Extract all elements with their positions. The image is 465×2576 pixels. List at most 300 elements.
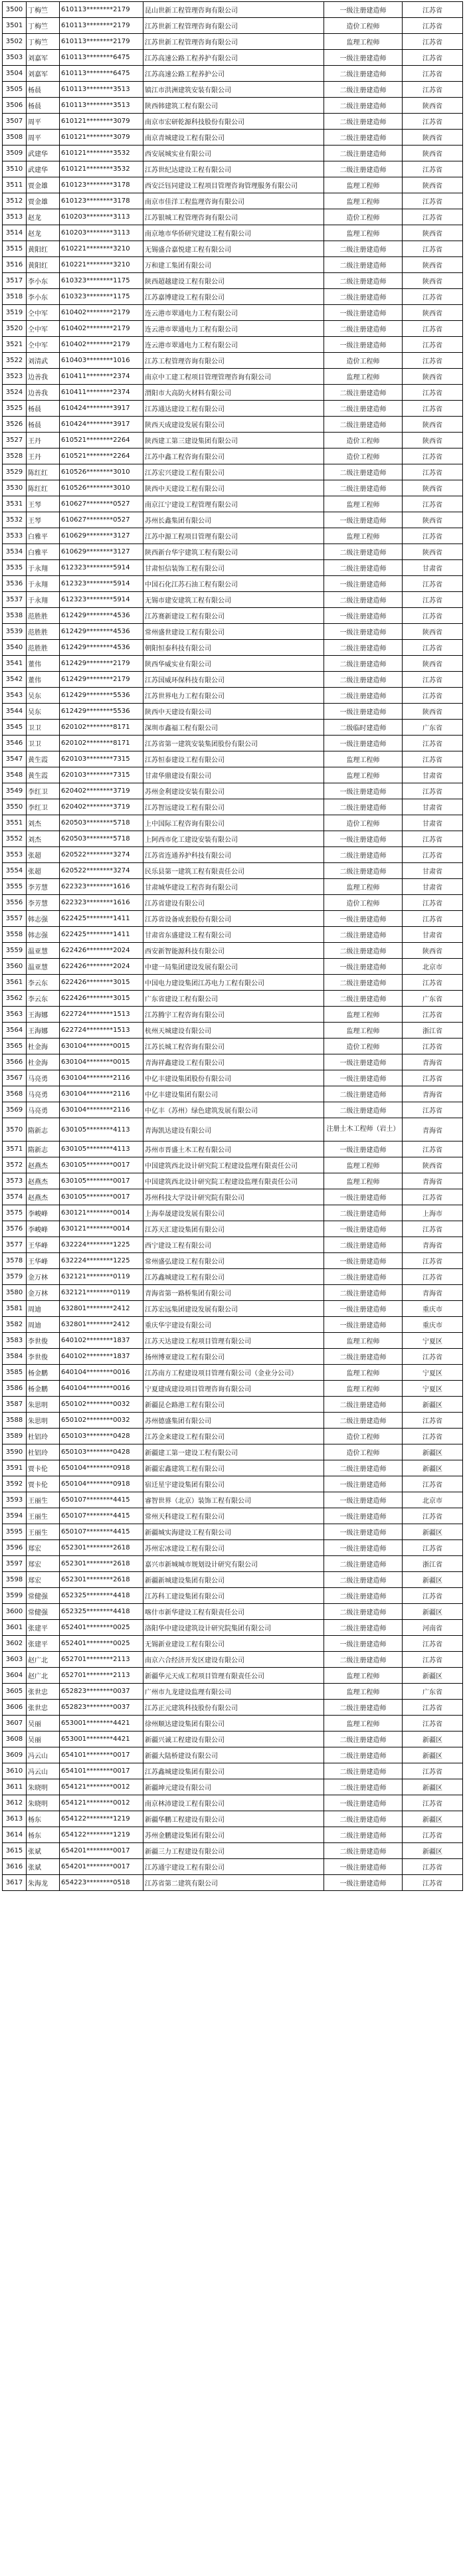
province: 甘肃省 <box>403 815 463 831</box>
company-name: 江苏中源工程项目管理有限公司 <box>143 528 324 544</box>
person-name: 武建华 <box>27 146 60 161</box>
company-name: 南京中工建工程项目管理管理咨询有限公司 <box>143 369 324 385</box>
person-name: 仝中军 <box>27 337 60 353</box>
person-name: 隋新志 <box>27 1118 60 1141</box>
row-number: 3538 <box>3 608 27 624</box>
certificate-type: 二级注册建造师 <box>324 1652 403 1668</box>
province: 江苏省 <box>403 289 463 305</box>
id-number: 622323********1616 <box>60 895 143 911</box>
id-number: 630105********0017 <box>60 1157 143 1173</box>
id-number: 654201********0017 <box>60 1843 143 1859</box>
company-name: 朝阳恒泰科技有限公司 <box>143 640 324 656</box>
certificate-type: 二级注册建造师 <box>324 480 403 496</box>
company-name: 无锡盛合嘉悦建工程有限公司 <box>143 241 324 257</box>
company-name: 江苏宏远集团建设发展有限公司 <box>143 1301 324 1317</box>
province: 陕西省 <box>403 98 463 114</box>
company-name: 南京六合经济开发区建设有限公司 <box>143 1652 324 1668</box>
company-name: 常州天科建设工程有限公司 <box>143 1508 324 1524</box>
id-number: 620102********8171 <box>60 720 143 736</box>
id-number: 652401********0025 <box>60 1620 143 1636</box>
id-number: 622426********3015 <box>60 975 143 991</box>
company-name: 青海省第一路桥集团有限公司 <box>143 1285 324 1301</box>
row-number: 3576 <box>3 1221 27 1237</box>
table-row <box>3 321 463 337</box>
certificate-type: 二级注册建造师 <box>324 321 403 337</box>
company-name: 甘肃城华建设工程咨询有限公司 <box>143 879 324 895</box>
company-name: 苏州长鑫集团有限公司 <box>143 512 324 528</box>
table-row <box>3 1102 463 1118</box>
row-number: 3521 <box>3 337 27 353</box>
company-name: 广州市九龙建设监理有限公司 <box>143 1684 324 1700</box>
company-name: 新疆华鹏工程建设有限公司 <box>143 1811 324 1827</box>
table-row <box>3 161 463 177</box>
id-number: 630105********0017 <box>60 1173 143 1189</box>
person-name: 常健强 <box>27 1604 60 1620</box>
company-name: 南京江宁建设工程管理有限公司 <box>143 496 324 512</box>
table-row <box>3 50 463 66</box>
person-name: 李芳慧 <box>27 895 60 911</box>
province: 江苏省 <box>403 1716 463 1732</box>
id-number: 610627********0527 <box>60 512 143 528</box>
table-row <box>3 1827 463 1843</box>
person-name: 张建平 <box>27 1620 60 1636</box>
id-number: 612429********2179 <box>60 672 143 688</box>
company-name: 镇江市洪洲建筑安装有限公司 <box>143 82 324 98</box>
table-row <box>3 1620 463 1636</box>
id-number: 640102********1837 <box>60 1333 143 1349</box>
certificate-type: 二级注册建造师 <box>324 130 403 146</box>
row-number: 3522 <box>3 353 27 369</box>
table-row <box>3 1173 463 1189</box>
province: 江苏省 <box>403 66 463 82</box>
id-number: 610121********3079 <box>60 114 143 130</box>
id-number: 622426********2024 <box>60 943 143 959</box>
company-name: 无锡新业建设工程有限公司 <box>143 1636 324 1652</box>
table-row <box>3 289 463 305</box>
certificate-type: 二级注册建造师 <box>324 991 403 1007</box>
id-number: 652325********4418 <box>60 1588 143 1604</box>
company-name: 江苏天达建设工程项目管理有限公司 <box>143 1333 324 1349</box>
province: 江苏省 <box>403 975 463 991</box>
certificate-type: 监理工程师 <box>324 34 403 50</box>
company-name: 江苏正元建筑科技股份有限公司 <box>143 1700 324 1716</box>
row-number: 3608 <box>3 1732 27 1747</box>
company-name: 杭州天城建设有限公司 <box>143 1023 324 1039</box>
row-number: 3535 <box>3 560 27 576</box>
certificate-type: 造价工程师 <box>324 815 403 831</box>
table-row <box>3 720 463 736</box>
certificate-type: 造价工程师 <box>324 353 403 369</box>
person-name: 王华峰 <box>27 1237 60 1253</box>
person-name: 仝中军 <box>27 305 60 321</box>
table-row <box>3 927 463 943</box>
province: 北京市 <box>403 959 463 975</box>
certificate-type: 二级注册建造师 <box>324 1747 403 1763</box>
table-row <box>3 624 463 640</box>
id-number: 640104********0016 <box>60 1381 143 1397</box>
company-name: 陕西韩建筑工程有限公司 <box>143 98 324 114</box>
row-number: 3596 <box>3 1540 27 1556</box>
person-name: 张超 <box>27 863 60 879</box>
row-number: 3504 <box>3 66 27 82</box>
row-number: 3578 <box>3 1253 27 1269</box>
row-number: 3583 <box>3 1333 27 1349</box>
id-number: 632224********1225 <box>60 1237 143 1253</box>
company-name: 中国石化江苏石油工程有限公司 <box>143 576 324 592</box>
person-name: 王琴 <box>27 512 60 528</box>
person-name: 王丽生 <box>27 1508 60 1524</box>
person-name: 张世忠 <box>27 1684 60 1700</box>
company-name: 江苏鑫城建设工程有限公司 <box>143 1269 324 1285</box>
row-number: 3572 <box>3 1157 27 1173</box>
province: 江苏省 <box>403 911 463 927</box>
id-number: 640102********1837 <box>60 1349 143 1365</box>
province: 青海省 <box>403 1054 463 1070</box>
person-name: 赵龙 <box>27 209 60 225</box>
certificate-type: 一级注册建造师 <box>324 305 403 321</box>
table-row <box>3 863 463 879</box>
id-number: 630104********2116 <box>60 1070 143 1086</box>
province: 江苏省 <box>403 592 463 608</box>
certificate-type: 造价工程师 <box>324 1429 403 1444</box>
person-name: 李红卫 <box>27 799 60 815</box>
province: 江苏省 <box>403 2 463 18</box>
table-row <box>3 751 463 767</box>
certificate-type: 一级注册建造师 <box>324 1636 403 1652</box>
id-number: 612429********4536 <box>60 640 143 656</box>
row-number: 3547 <box>3 751 27 767</box>
certificate-type: 造价工程师 <box>324 433 403 448</box>
table-row <box>3 273 463 289</box>
province: 陕西省 <box>403 369 463 385</box>
person-name: 杨晨 <box>27 401 60 417</box>
row-number: 3501 <box>3 18 27 34</box>
row-number: 3532 <box>3 512 27 528</box>
company-name: 南京青城建设工程有限公司 <box>143 130 324 146</box>
person-name: 黄阳红 <box>27 257 60 273</box>
person-name: 仝中军 <box>27 321 60 337</box>
company-name: 甘肃省东盛建设工程有限公司 <box>143 927 324 943</box>
person-name: 刘杰 <box>27 831 60 847</box>
id-number: 612429********5536 <box>60 704 143 720</box>
person-name: 朱思明 <box>27 1397 60 1413</box>
row-number: 3506 <box>3 98 27 114</box>
table-row <box>3 512 463 528</box>
person-name: 黄阳红 <box>27 241 60 257</box>
company-name: 新疆建工第一建设工程有限公司 <box>143 1444 324 1460</box>
person-name: 赵龙 <box>27 225 60 241</box>
certificate-type: 一级注册建造师 <box>324 911 403 927</box>
company-name: 江苏嘉博建设工程有限公司 <box>143 289 324 305</box>
certificate-type: 二级注册建造师 <box>324 257 403 273</box>
row-number: 3546 <box>3 736 27 751</box>
table-row <box>3 1054 463 1070</box>
row-number: 3592 <box>3 1476 27 1492</box>
row-number: 3590 <box>3 1444 27 1460</box>
company-name: 常州盛弘建设工程有限公司 <box>143 1253 324 1269</box>
province: 江苏省 <box>403 34 463 50</box>
table-row <box>3 401 463 417</box>
table-row <box>3 1269 463 1285</box>
person-name: 张斌 <box>27 1843 60 1859</box>
id-number: 630121********0014 <box>60 1205 143 1221</box>
id-number: 650104********0918 <box>60 1476 143 1492</box>
certificate-type: 二级注册建造师 <box>324 417 403 433</box>
id-number: 610323********1175 <box>60 273 143 289</box>
province: 江苏省 <box>403 401 463 417</box>
table-row <box>3 1023 463 1039</box>
province: 江苏省 <box>403 1476 463 1492</box>
table-row <box>3 1716 463 1732</box>
certificate-type: 一级注册建造师 <box>324 512 403 528</box>
province: 江苏省 <box>403 1253 463 1269</box>
id-number: 620503********5718 <box>60 831 143 847</box>
certificate-type: 一级注册建造师 <box>324 337 403 353</box>
table-row <box>3 1253 463 1269</box>
person-name: 朱晓明 <box>27 1779 60 1795</box>
certificate-type: 二级注册建造师 <box>324 1086 403 1102</box>
certificate-type: 一级注册建造师 <box>324 959 403 975</box>
table-row <box>3 1811 463 1827</box>
id-number: 610203********3113 <box>60 209 143 225</box>
province: 甘肃省 <box>403 927 463 943</box>
table-row <box>3 1381 463 1397</box>
certificate-type: 二级注册建造师 <box>324 688 403 704</box>
id-number: 610221********3210 <box>60 241 143 257</box>
id-number: 610121********3079 <box>60 130 143 146</box>
province: 新疆区 <box>403 1811 463 1827</box>
id-number: 650104********0918 <box>60 1460 143 1476</box>
certificate-type: 一级注册建造师 <box>324 576 403 592</box>
province: 陕西省 <box>403 1157 463 1173</box>
company-name: 江苏省建设有限公司 <box>143 895 324 911</box>
certificate-type: 二级注册建造师 <box>324 672 403 688</box>
company-name: 上海奉晟建设发展有限公司 <box>143 1205 324 1221</box>
table-row <box>3 464 463 480</box>
person-name: 王丽生 <box>27 1524 60 1540</box>
certificate-type: 二级注册建造师 <box>324 1205 403 1221</box>
row-number: 3500 <box>3 2 27 18</box>
id-number: 610113********6475 <box>60 50 143 66</box>
row-number: 3517 <box>3 273 27 289</box>
company-name: 中建一局集团建设发展有限公司 <box>143 959 324 975</box>
certificate-type: 监理工程师 <box>324 528 403 544</box>
person-name: 武建华 <box>27 161 60 177</box>
province: 江苏省 <box>403 1508 463 1524</box>
id-number: 622425********1411 <box>60 927 143 943</box>
company-name: 连云港市翠通电力工程有限公司 <box>143 305 324 321</box>
table-row <box>3 1285 463 1301</box>
person-name: 黄生霞 <box>27 751 60 767</box>
province: 陕西省 <box>403 480 463 496</box>
id-number: 630104********0015 <box>60 1054 143 1070</box>
table-body <box>3 2 463 1891</box>
table-row <box>3 1636 463 1652</box>
province: 陕西省 <box>403 433 463 448</box>
certificate-type: 二级注册建造师 <box>324 98 403 114</box>
row-number: 3607 <box>3 1716 27 1732</box>
certificate-type: 一级注册建造师 <box>324 736 403 751</box>
province: 江苏省 <box>403 1540 463 1556</box>
province: 江苏省 <box>403 1636 463 1652</box>
certificate-table <box>2 1 463 1891</box>
certificate-type: 一级注册建造师 <box>324 1795 403 1811</box>
table-row <box>3 18 463 34</box>
id-number: 622425********1411 <box>60 911 143 927</box>
company-name: 西宁建设工程有限公司 <box>143 1237 324 1253</box>
table-row <box>3 1189 463 1205</box>
province: 陕西省 <box>403 624 463 640</box>
company-name: 江苏腾宇工程咨询有限公司 <box>143 1007 324 1023</box>
province: 江苏省 <box>403 161 463 177</box>
id-number: 654121********0012 <box>60 1779 143 1795</box>
row-number: 3524 <box>3 385 27 401</box>
id-number: 610521********2264 <box>60 448 143 464</box>
id-number: 610411********2374 <box>60 369 143 385</box>
person-name: 刘嘉军 <box>27 66 60 82</box>
company-name: 江苏省设备成套股份有限公司 <box>143 911 324 927</box>
row-number: 3598 <box>3 1572 27 1588</box>
id-number: 652301********2618 <box>60 1540 143 1556</box>
company-name: 苏州市晋盛土木工程有限公司 <box>143 1141 324 1157</box>
certificate-type: 监理工程师 <box>324 879 403 895</box>
row-number: 3584 <box>3 1349 27 1365</box>
province: 宁夏区 <box>403 1333 463 1349</box>
person-name: 冯云山 <box>27 1747 60 1763</box>
certificate-type: 二级注册建造师 <box>324 544 403 560</box>
row-number: 3558 <box>3 927 27 943</box>
table-row <box>3 815 463 831</box>
province: 江苏省 <box>403 1102 463 1118</box>
company-name: 江苏鑫城建设集团有限公司 <box>143 1763 324 1779</box>
id-number: 612429********2179 <box>60 656 143 672</box>
id-number: 630105********0017 <box>60 1189 143 1205</box>
person-name: 赵广北 <box>27 1652 60 1668</box>
row-number: 3586 <box>3 1381 27 1397</box>
person-name: 王华峰 <box>27 1253 60 1269</box>
province: 江苏省 <box>403 337 463 353</box>
company-name: 陕西华威实业有限公司 <box>143 656 324 672</box>
table-row <box>3 417 463 433</box>
table-row <box>3 1875 463 1891</box>
id-number: 653001********4421 <box>60 1716 143 1732</box>
person-name: 李峻峰 <box>27 1221 60 1237</box>
row-number: 3539 <box>3 624 27 640</box>
id-number: 650103********0428 <box>60 1429 143 1444</box>
person-name: 王丹 <box>27 448 60 464</box>
province: 江苏省 <box>403 608 463 624</box>
row-number: 3565 <box>3 1039 27 1054</box>
province: 甘肃省 <box>403 879 463 895</box>
company-name: 西安新智能源科技有限公司 <box>143 943 324 959</box>
person-name: 吴东 <box>27 704 60 720</box>
row-number: 3606 <box>3 1700 27 1716</box>
row-number: 3549 <box>3 783 27 799</box>
table-row <box>3 1413 463 1429</box>
company-name: 江苏省连通养护科技有限公司 <box>143 847 324 863</box>
certificate-type <box>324 1118 403 1141</box>
person-name: 杨东 <box>27 1827 60 1843</box>
province: 浙江省 <box>403 1556 463 1572</box>
certificate-type: 监理工程师 <box>324 225 403 241</box>
row-number: 3514 <box>3 225 27 241</box>
table-row <box>3 1157 463 1173</box>
province: 江苏省 <box>403 464 463 480</box>
person-name: 杨晨 <box>27 417 60 433</box>
table-row <box>3 560 463 576</box>
id-number: 612429********5536 <box>60 688 143 704</box>
row-number: 3507 <box>3 114 27 130</box>
company-name: 江苏南方工程建设项目管理有限公司（金业分公司） <box>143 1365 324 1381</box>
person-name: 李世俊 <box>27 1349 60 1365</box>
id-number: 652701********2113 <box>60 1652 143 1668</box>
province: 江苏省 <box>403 82 463 98</box>
table-row <box>3 831 463 847</box>
certificate-type: 造价工程师 <box>324 1444 403 1460</box>
person-name: 赵燕杰 <box>27 1173 60 1189</box>
person-name: 王海娜 <box>27 1023 60 1039</box>
province: 江苏省 <box>403 1795 463 1811</box>
certificate-type: 二级注册建造师 <box>324 1556 403 1572</box>
company-name: 万和建工集团有限公司 <box>143 257 324 273</box>
table-row <box>3 496 463 512</box>
id-number: 652301********2618 <box>60 1556 143 1572</box>
row-number: 3548 <box>3 767 27 783</box>
province: 江苏省 <box>403 1007 463 1023</box>
table-row <box>3 1492 463 1508</box>
row-number: 3543 <box>3 688 27 704</box>
id-number: 610403********1016 <box>60 353 143 369</box>
table-row <box>3 879 463 895</box>
row-number: 3613 <box>3 1811 27 1827</box>
company-name: 新疆宏鑫建筑工程有限公司 <box>143 1460 324 1476</box>
row-number: 3551 <box>3 815 27 831</box>
id-number: 653001********4421 <box>60 1732 143 1747</box>
province: 江苏省 <box>403 783 463 799</box>
province: 上海市 <box>403 1205 463 1221</box>
certificate-type: 二级注册建造师 <box>324 241 403 257</box>
person-name: 张斌 <box>27 1859 60 1875</box>
province: 江苏省 <box>403 496 463 512</box>
certificate-type: 二级注册建造师 <box>324 1397 403 1413</box>
company-name: 洛阳华中建设建筑设计研究院集团有限公司 <box>143 1620 324 1636</box>
row-number: 3609 <box>3 1747 27 1763</box>
row-number: 3556 <box>3 895 27 911</box>
company-name: 苏州金鹏建设集团有限公司 <box>143 1827 324 1843</box>
row-number: 3564 <box>3 1023 27 1039</box>
company-name: 睿智世界（北京）装饰工程有限公司 <box>143 1492 324 1508</box>
company-name: 新疆坤元建设有限公司 <box>143 1779 324 1795</box>
id-number: 610221********3210 <box>60 257 143 273</box>
province: 江苏省 <box>403 193 463 209</box>
certificate-type: 一级注册建造师 <box>324 783 403 799</box>
table-row <box>3 1588 463 1604</box>
certificate-type: 二级注册建造师 <box>324 592 403 608</box>
province: 陕西省 <box>403 130 463 146</box>
province: 江苏省 <box>403 1827 463 1843</box>
certificate-type: 二级注册建造师 <box>324 82 403 98</box>
person-name: 卫卫 <box>27 736 60 751</box>
company-name: 宁夏建成建设项目管理咨询有限公司 <box>143 1381 324 1397</box>
certificate-type: 一级注册建造师 <box>324 608 403 624</box>
row-number: 3544 <box>3 704 27 720</box>
table-row <box>3 177 463 193</box>
province: 广东省 <box>403 1684 463 1700</box>
id-number: 654101********0017 <box>60 1747 143 1763</box>
table-row <box>3 1747 463 1763</box>
table-row <box>3 1349 463 1365</box>
table-row <box>3 688 463 704</box>
